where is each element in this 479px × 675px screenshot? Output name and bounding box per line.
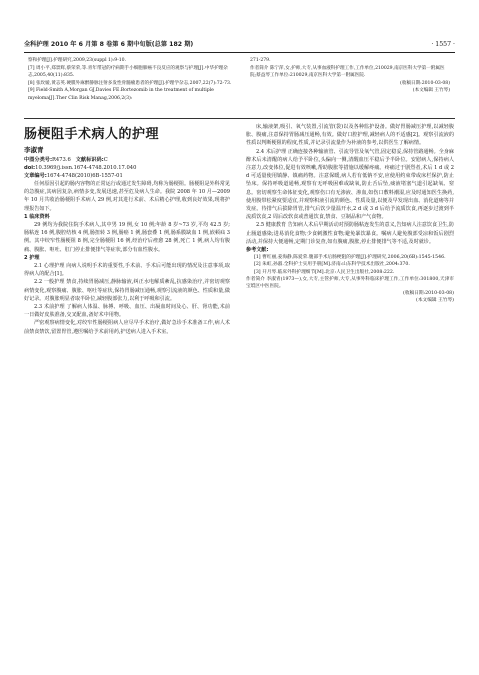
article-title: 肠梗阻手术病人的护理 — [24, 127, 160, 142]
editor-note: (本文编辑 王竹琴) — [412, 88, 450, 93]
received-date: (收稿日期:2010-03-08) — [400, 80, 450, 86]
journal-header: 全科护理 2010 年 6 月第 8 卷第 6 期中旬版(总第 182 期) — [24, 41, 194, 48]
section-heading: 1 临床资料 — [24, 213, 50, 220]
body-paragraph: 2.2 一般护理 禁食,持续胃肠减压,静脉输液,纠正水电解质紊乱,抗感染治疗,并密切观察病情变化,观察腹痛、腹胀、呕吐等症状,保持胃肠减压通畅,观察引流液的颜色、性质和量,做好记录。对腹胀明显者取半卧位,减轻腹部张力,以利于呼吸和引流。 — [24, 279, 230, 302]
right-column — [246, 123, 454, 305]
reference-item: [7] 周小平,郑景辉,蔡荣荣,等.青年带冠的疗病期手小细胞肺癌不良反应的观察与护理[J].中华护理杂志,2005,40(11):835. — [28, 65, 228, 78]
section-heading: 2 护理 — [24, 254, 40, 261]
body-paragraph: 2.3 术前护理 了解病人体温、脉搏、呼吸、血压、出凝血时间及心、肝、肾功能,术前一日做好皮肤准备,交叉配血,备好术中用物。 — [24, 304, 230, 319]
clc-value: R473.6 — [52, 157, 71, 163]
article-author: 李淑青 — [24, 146, 44, 154]
reference-item: [2] 朱虹,孙淑.全科护士实用手册[M].济南:山东科学技术出版社,2004:370. — [254, 262, 410, 268]
reference-item: [9] Field-Smith A,Morgan GJ,Davies FE.Bortezomib in the treatment of multiple myeloma[J].Ther Clin Risk Manag,2006,2(3): — [28, 88, 214, 101]
article-note: (收稿日期:2010-03-08) — [402, 291, 454, 297]
article-note: (本文编辑 王竹琴) — [416, 298, 454, 304]
body-paragraph: 严密观察病情变化,对绞窄性肠梗阻病人应尽早手术治疗,做好急诊手术准备工作,病人术前禁食禁饮,留置胃管,遵医嘱给予术前用药,护送病人进入手术室。 — [24, 320, 230, 335]
article-id-label: 文章编号: — [24, 173, 47, 179]
reference-continuation: 271-279. — [250, 58, 271, 63]
body-paragraph: 床,输液架,吸引、氧气装置,引流管(袋)以及各种监护设备。做好胃肠减压护理,以减轻腹胀、腹痛,注意保持胃肠减压通畅,有效。做好口腔护理,减轻病人的不适感[2]。观察引流液的性质以判断梗阻的程度,性质,并记录引流量作为补液的参考,以供医生了解病情。 — [246, 124, 454, 147]
doi-label: doi: — [24, 165, 36, 171]
page-number: · 1557 · — [431, 41, 455, 48]
article-meta — [24, 156, 229, 180]
reference-item: [1] 曹红丽,姜海静,陈爱荣.腹部手术后肠梗阻的护理[J].护理研究,2006,20(6B):1545-1546. — [254, 255, 446, 261]
header-rule — [24, 52, 455, 53]
prev-article-tail — [250, 57, 450, 95]
body-paragraph: 2.1 心理护理 向病人说明手术的重要性,手术前、手术后可能出现的情况及注意事项,取得病人的配合[1]。 — [24, 263, 230, 278]
author-bio: 作者简介 陈宁萍,女,护师,大专,从事血液科护理工作,工作单位,210029,南京医科大学第一附属医院;蔡益琴工作单位:210029,南京医科大学第一附属医院. — [250, 65, 445, 78]
body-paragraph: 2.4 术后护理 正确连接各种输液管、引流导管及氧气管,固定稳妥,保持管路通畅。全身麻醉术后未清醒的病人给予平卧位,头偏向一侧,清醒血压平稳后予半卧位。安慰病人,保持病人注意力,改变体位,促进有效咳嗽,帮助腹胀等措施以缓解疼痛。疼痛过于剧烈者,术后 1 d 或 2 d 可适量使用镇静、镇痛药物。注意保暖,病人若有低钠不安,应使用约束带或床栏保护,防止坠床。保持呼吸道通畅,观察有无呼吸困难或缺氧,防止舌后坠,痰液堵塞气道引起缺氧、窒息。密切观察生命体征变化,观察伤口有无渗液、渗血,如伤口敷料潮湿,应及时通知医生换药,使用腹带松紧度要适宜,并观察积液引流的颜色、性质及量,以便及早发现出血、消化道瘘等并发症。待排气后拔除胃管,排气后饮少量温开水,2 d 或 3 d 后给予流质饮食,再逐步过渡到半流质饮食,2 周后改软食或普通饮食,禁食、豆制品和产气食物。 — [246, 148, 454, 221]
doc-code-label: 文献标识码: — [75, 157, 104, 163]
running-header — [24, 36, 455, 48]
doi-value: 10.3969/j.issn.1674-4748.2010.17.040 — [35, 165, 137, 171]
article-separator — [24, 118, 455, 119]
body-paragraph: 29 例均为我院住院手术病人,其中男 19 例,女 10 例;年龄 8 岁~73 岁,平均 42.5 岁;肠粘连 16 例,腹腔结核 4 例,肠扭转 3 例,肠癌 1 例,肠套叠 1 例,肠系膜缺血 1 例,嵌顿疝 3 例。其中绞窄性肠梗阻 8 例,完全肠梗阻 16 例,经治疗后痊愈 28 例,死亡 1 例,病人均有腹痛、腹胀、呕吐、肛门停止排便排气等症状,部分有血性腹水。 — [24, 222, 230, 253]
prev-article-references — [28, 57, 233, 102]
body-paragraph: 任何原因引起的肠内容物的正常运行或通过发生障碍,均称为肠梗阻。肠梗阻是外科常见的急腹症,其病因复杂,病情多变,发展迅速,甚至危及病人生命。我院 2008 年 10 月—2009 年 10 月共收治肠梗阻手术病人 29 例,对其进行术前、术后精心护理,收到良好效果,现将护理报告如下。 — [24, 181, 230, 212]
section-heading: 参考文献: — [246, 247, 269, 254]
doc-code-value: C — [103, 157, 108, 163]
reference-item: [8] 张玫媛,黄志英.硬膜外麻醉静脉注射多发性骨髓瘤患者的护理[J].护理学杂志,2007,22(7):72-73. — [28, 80, 232, 86]
article-id-value: 1674-4748(2010)6B-1557-01 — [46, 173, 123, 179]
body-paragraph: 2.5 健康教育 告知病人术后早期活动对预防肠粘连发生的意义,告知病人注意饮食卫生,防止肠道感染;进易消化食物;少食刺激性食物;避免暴饮暴食。嘱病人避免腹部受凉和饭后剧烈活动,并保持大便通畅,定期门诊复查,如有腹痛,腹胀,停止排便排气等不适,及时就诊。 — [246, 222, 454, 245]
clc-label: 中图分类号: — [24, 157, 53, 163]
reference-item: [3] 开月琴.临床外科护理细节[M].北京:人民卫生出版社,2008:222. — [254, 269, 395, 275]
left-column — [24, 180, 230, 336]
article-note: 作者简介 李淑青(1973—),女,大专,主管护师,大专,从事外科临床护理工作,工作单位:301800,天津市宝坻区中医医院。 — [246, 276, 454, 290]
reference-item: 察和护理[J].护理研究,2009,23(suppl 1):9-10. — [28, 58, 127, 63]
